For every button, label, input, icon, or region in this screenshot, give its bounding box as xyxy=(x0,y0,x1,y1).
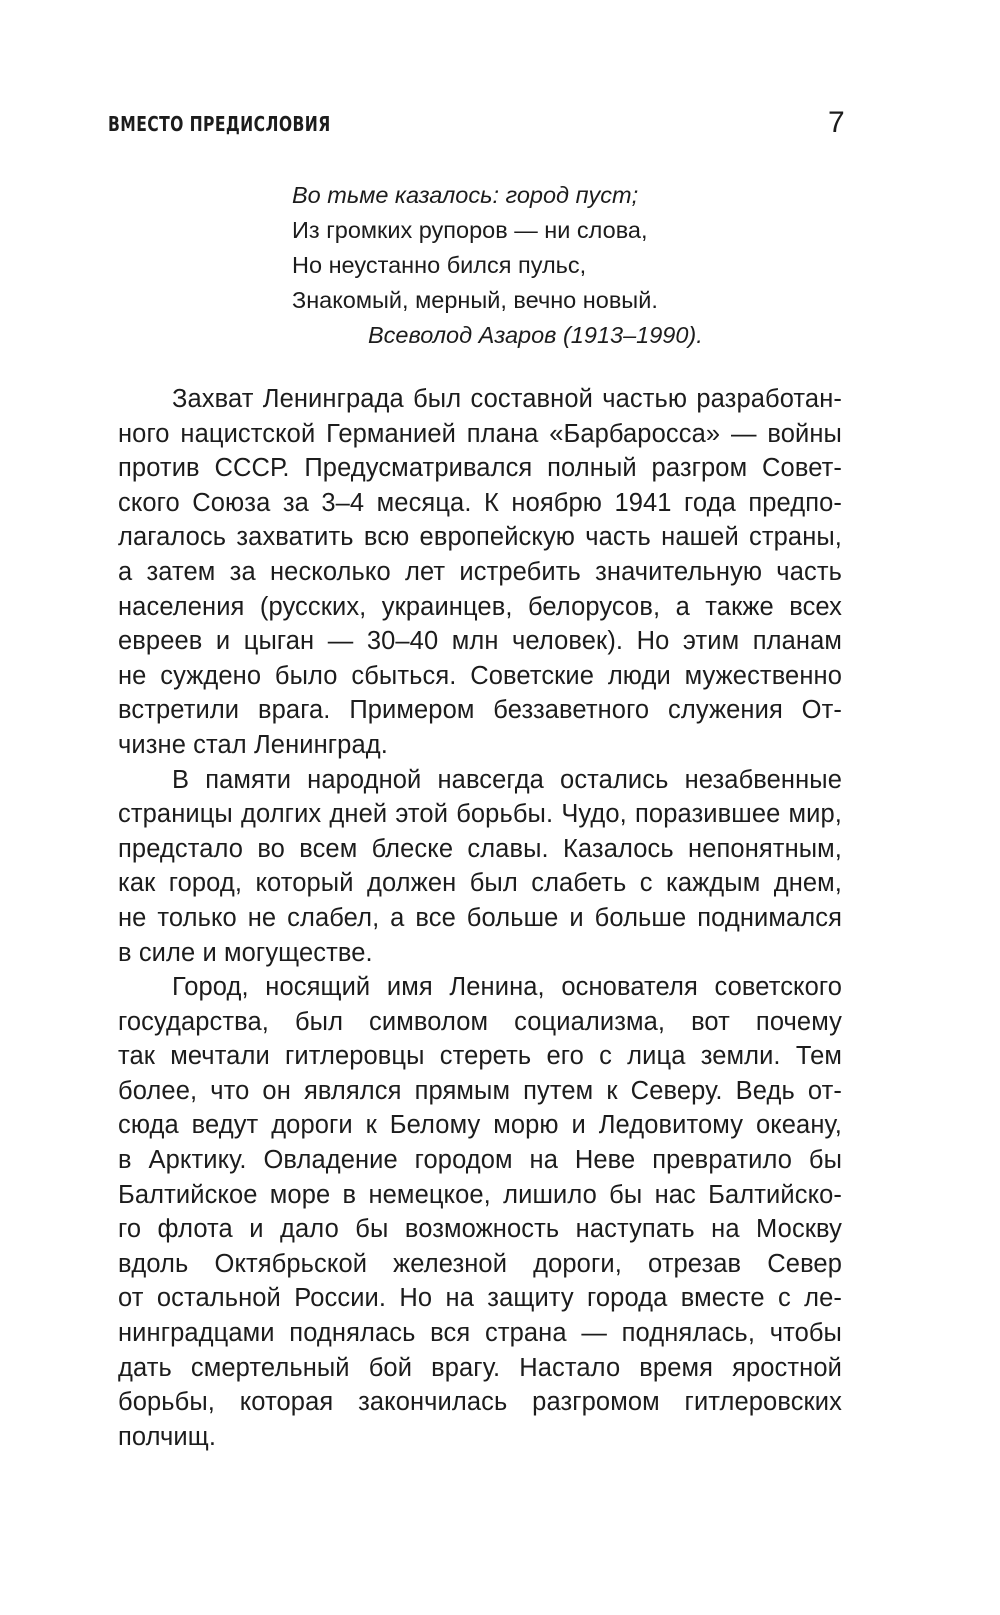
paragraph-line: борьбы, которая закончилась разгромом гитлеровских xyxy=(118,1388,842,1417)
epigraph-line: Из громких рупоров — ни слова, xyxy=(292,217,648,243)
running-head-section-title: ВМЕСТО ПРЕДИСЛОВИЯ xyxy=(108,112,331,136)
epigraph-line: Знакомый, мерный, вечно новый. xyxy=(292,287,658,313)
paragraph-line: населения (русских, украинцев, белорусов, а также всех xyxy=(118,592,842,621)
paragraph-line: в силе и могуществе. xyxy=(118,938,373,967)
paragraph-line: в Арктику. Овладение городом на Неве превратило бы xyxy=(118,1146,842,1175)
paragraph-line: более, что он являлся прямым путем к Северу. Ведь от- xyxy=(118,1076,842,1105)
paragraph-line: Балтийское море в немецкое, лишило бы нас Балтийско- xyxy=(118,1180,842,1209)
paragraph-line: сюда ведут дороги к Белому морю и Ледовитому океану, xyxy=(118,1111,842,1140)
paragraph-line: го флота и дало бы возможность наступать на Москву xyxy=(118,1215,842,1244)
paragraph-line: Захват Ленинграда был составной частью разработан- xyxy=(172,385,842,413)
paragraph-line: не только не слабел, а все больше и больше поднимался xyxy=(118,903,842,932)
paragraph-line: от остальной России. Но на защиту города вместе с ле- xyxy=(118,1284,842,1313)
paragraph-line: евреев и цыган — 30–40 млн человек). Но этим планам xyxy=(118,627,842,656)
paragraph-line: дать смертельный бой врагу. Настало время яростной xyxy=(118,1353,842,1382)
paragraph-line: государства, был символом социализма, вот почему xyxy=(118,1007,842,1036)
paragraph-line: ского Союза за 3–4 месяца. К ноябрю 1941 года предпо- xyxy=(118,488,842,517)
epigraph xyxy=(292,178,852,353)
paragraph-line: нинградцами поднялась вся страна — поднялась, чтобы xyxy=(118,1319,842,1348)
paragraph-line: так мечтали гитлеровцы стереть его с лица земли. Тем xyxy=(118,1042,842,1071)
epigraph-line: Во тьме казалось: город пуст; xyxy=(292,182,639,208)
body-text xyxy=(118,382,842,1454)
paragraph-line: Город, носящий имя Ленина, основателя советского xyxy=(172,973,842,1002)
paragraph-line: а затем за несколько лет истребить значительную часть xyxy=(118,557,842,586)
page-number: 7 xyxy=(828,106,845,139)
paragraph-line: полчищ. xyxy=(118,1422,217,1451)
paragraph-line: не суждено было сбыться. Советские люди мужественно xyxy=(118,661,842,690)
paragraph-line: страницы долгих дней этой борьбы. Чудо, поразившее мир, xyxy=(118,800,842,829)
epigraph-line: Но неустанно бился пульс, xyxy=(292,252,587,278)
epigraph-attribution: Всеволод Азаров (1913–1990). xyxy=(368,322,703,348)
paragraph-line: предстало во всем блеске славы. Казалось непонятным, xyxy=(118,834,842,863)
paragraph-line: чизне стал Ленинград. xyxy=(118,730,388,759)
paragraph-line: В памяти народной навсегда остались незабвенные xyxy=(172,765,842,794)
paragraph-line: встретили врага. Примером беззаветного служения От- xyxy=(118,696,842,725)
paragraph-line: ного нацистской Германией плана «Барбаросса» — войны xyxy=(118,419,842,448)
paragraph-line: как город, который должен был слабеть с каждым днем, xyxy=(118,869,842,898)
paragraph-line: вдоль Октябрьской железной дороги, отрезав Север xyxy=(118,1249,842,1278)
paragraph-line: против СССР. Предусматривался полный разгром Совет- xyxy=(118,454,842,483)
paragraph-line: лагалось захватить всю европейскую часть нашей страны, xyxy=(118,523,842,552)
